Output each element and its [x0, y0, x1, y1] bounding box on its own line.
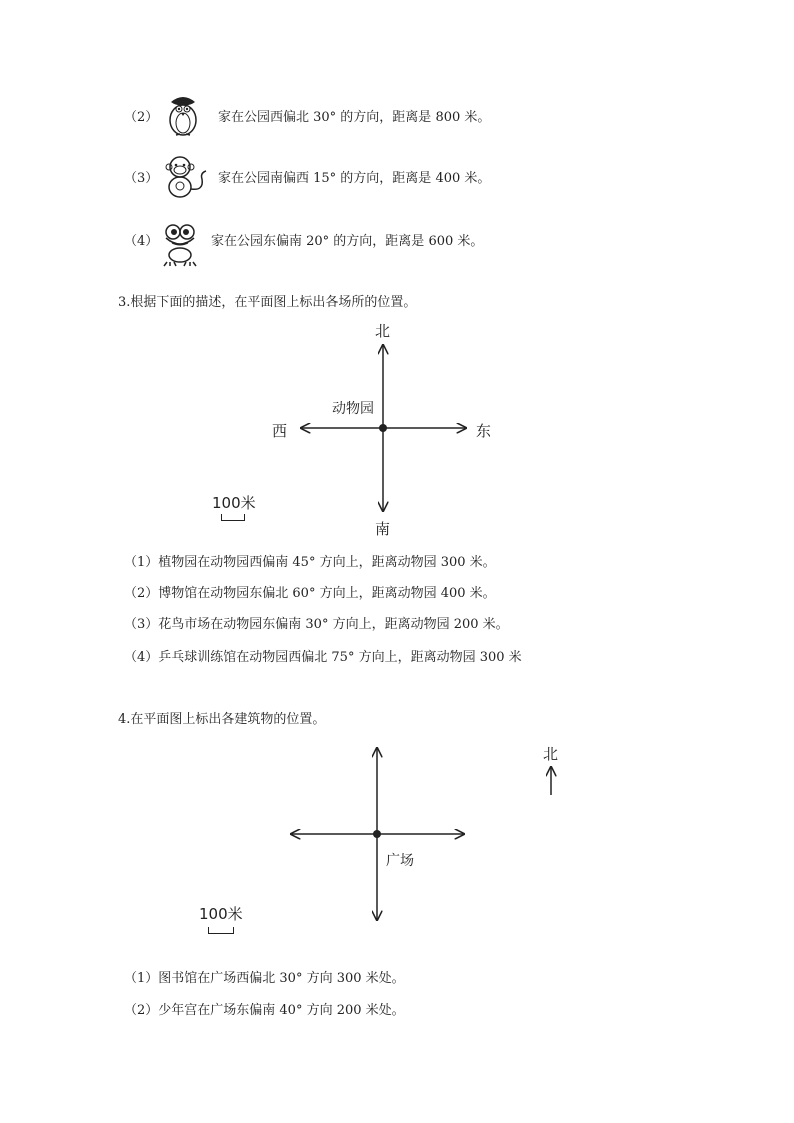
- west-label: 西: [272, 422, 288, 440]
- item-number: （4）: [124, 234, 159, 249]
- scale-label: 100米: [199, 905, 243, 923]
- question-4-title: 4.在平面图上标出各建筑物的位置。: [118, 712, 326, 727]
- question-3-title: 3.根据下面的描述，在平面图上标出各场所的位置。: [118, 295, 417, 310]
- north-label: 北: [543, 745, 559, 763]
- item-text: 家在公园南偏西 15° 的方向，距离是 400 米。: [218, 171, 491, 186]
- list-item: （2）博物馆在动物园东偏北 60° 方向上，距离动物园 400 米。: [124, 586, 496, 601]
- item-text: 家在公园东偏南 20° 的方向，距离是 600 米。: [211, 234, 484, 249]
- list-item: （1）植物园在动物园西偏南 45° 方向上，距离动物园 300 米。: [124, 555, 496, 570]
- center-label: 动物园: [332, 401, 374, 417]
- center-dot: [379, 424, 387, 432]
- list-item: （2）少年宫在广场东偏南 40° 方向 200 米处。: [124, 1003, 405, 1018]
- center-dot-2: [373, 830, 381, 838]
- list-item: （1）图书馆在广场西偏北 30° 方向 300 米处。: [124, 971, 405, 986]
- list-item: （4）乒乓球训练馆在动物园西偏北 75° 方向上，距离动物园 300 米: [124, 650, 522, 665]
- item-number: （2）: [124, 110, 159, 125]
- scale-bar: [208, 927, 234, 934]
- list-item: （3）花鸟市场在动物园东偏南 30° 方向上，距离动物园 200 米。: [124, 617, 509, 632]
- south-label: 南: [375, 520, 391, 538]
- item-text: 家在公园西偏北 30° 的方向，距离是 800 米。: [218, 110, 491, 125]
- item-number: （3）: [124, 171, 159, 186]
- scale-label: 100米: [212, 494, 256, 512]
- north-label: 北: [375, 322, 391, 340]
- east-label: 东: [476, 422, 492, 440]
- center-label: 广场: [386, 853, 414, 869]
- scale-bar: [221, 514, 245, 521]
